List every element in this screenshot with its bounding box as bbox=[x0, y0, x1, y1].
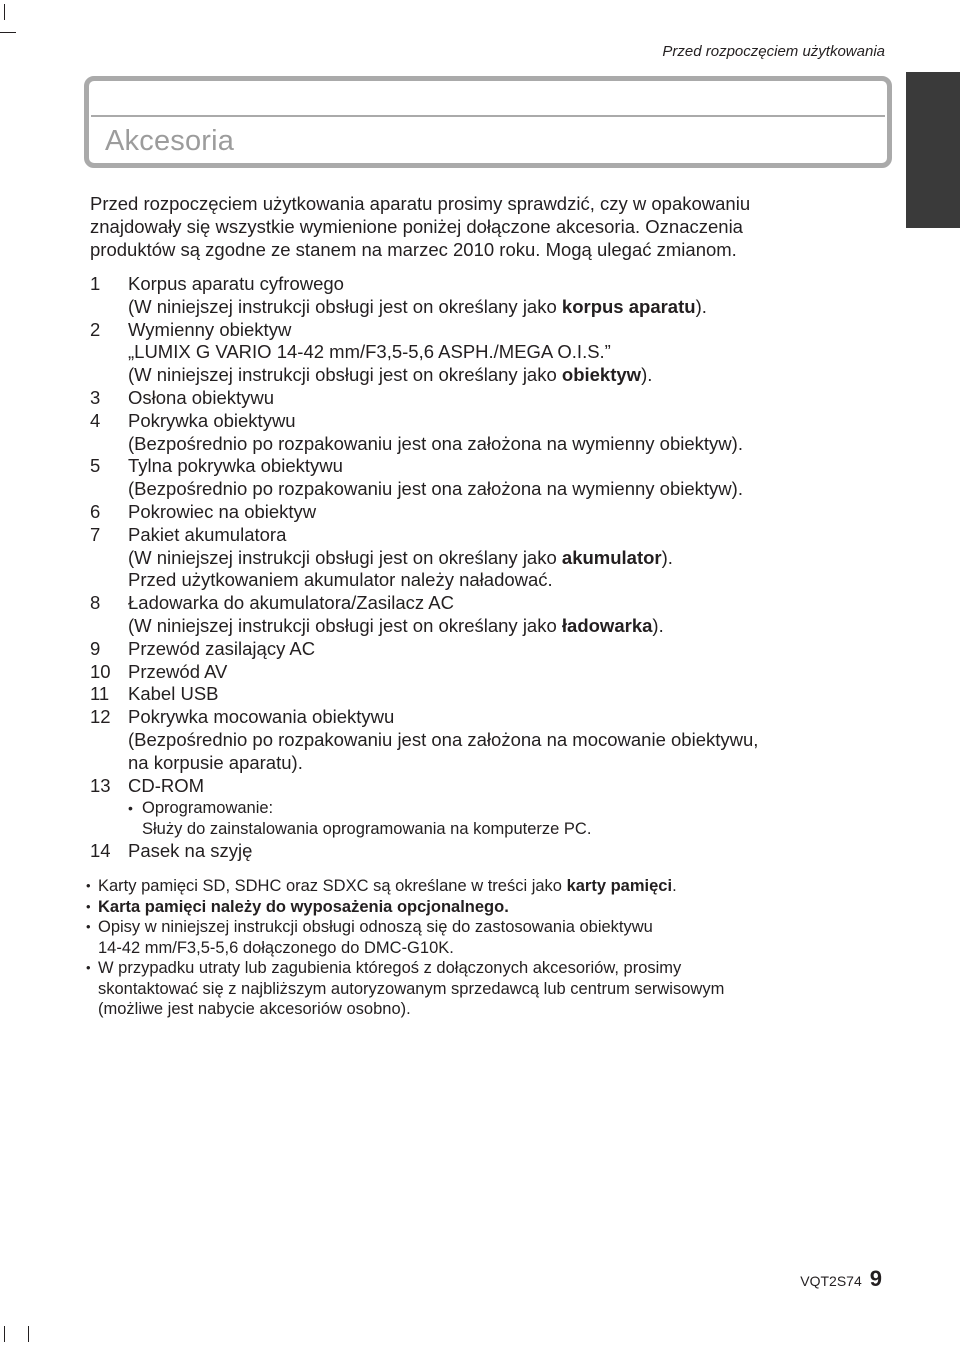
item-body bbox=[128, 524, 850, 592]
accessory-item bbox=[90, 387, 850, 410]
accessory-item bbox=[90, 410, 850, 456]
rich-line bbox=[98, 958, 724, 979]
rich-line bbox=[98, 897, 509, 918]
text-run: (W niniejszej instrukcji obsługi jest on określany jako bbox=[128, 546, 562, 568]
note-item bbox=[86, 876, 866, 897]
page-title: Akcesoria bbox=[105, 125, 235, 157]
bullet-icon: • bbox=[86, 960, 91, 975]
chapter-tab bbox=[906, 72, 960, 228]
text-run: Karty pamięci SD, SDHC oraz SDXC są określane w treści jako bbox=[98, 877, 567, 895]
note-body bbox=[98, 958, 724, 1020]
item-line: Pasek na szyję bbox=[128, 840, 253, 862]
bold-term: akumulator bbox=[561, 546, 662, 568]
crop-mark-bottom-left bbox=[4, 1326, 5, 1342]
item-number: 6 bbox=[90, 500, 101, 522]
item-number: 2 bbox=[90, 318, 101, 340]
text-run: . bbox=[672, 877, 677, 895]
note-body bbox=[98, 876, 677, 897]
bold-term: korpus aparatu bbox=[561, 295, 696, 317]
text-run: ). bbox=[695, 295, 707, 317]
note-item bbox=[86, 917, 866, 958]
item-line: CD-ROM bbox=[128, 774, 205, 796]
rich-line bbox=[98, 938, 653, 959]
accessory-item bbox=[90, 455, 850, 501]
item-body bbox=[128, 840, 850, 863]
bold-term: ładowarka bbox=[561, 614, 653, 636]
bold-term: obiektyw bbox=[561, 364, 642, 386]
item-body bbox=[128, 501, 850, 524]
subbullet-line: Służy do zainstalowania oprogramowania na komputerze PC. bbox=[142, 820, 592, 839]
bullet-icon: • bbox=[86, 878, 91, 893]
item-number: 10 bbox=[90, 660, 111, 682]
title-divider bbox=[91, 115, 885, 117]
item-line: (Bezpośrednio po rozpakowaniu jest ona założona na wymienny obiektyw). bbox=[128, 478, 743, 500]
item-line: Ładowarka do akumulatora/Zasilacz AC bbox=[128, 592, 454, 614]
accessory-item bbox=[90, 775, 850, 841]
item-number: 3 bbox=[90, 386, 101, 408]
item-line: Osłona obiektywu bbox=[128, 386, 275, 408]
item-line: „LUMIX G VARIO 14-42 mm/F3,5-5,6 ASPH./MEGA O.I.S.” bbox=[128, 341, 611, 363]
text-run: (W niniejszej instrukcji obsługi jest on określany jako bbox=[128, 614, 562, 636]
rich-line bbox=[128, 364, 850, 387]
item-line: Pakiet akumulatora bbox=[128, 523, 287, 545]
accessory-item bbox=[90, 524, 850, 592]
rich-line bbox=[98, 999, 724, 1020]
accessory-item bbox=[90, 592, 850, 638]
text-run: (W niniejszej instrukcji obsługi jest on określany jako bbox=[128, 364, 562, 386]
rich-line bbox=[128, 296, 850, 319]
item-body bbox=[128, 387, 850, 410]
item-number: 8 bbox=[90, 592, 101, 614]
item-line: Przewód AV bbox=[128, 660, 228, 682]
item-number: 14 bbox=[90, 840, 111, 862]
accessory-list bbox=[90, 273, 850, 863]
item-line: Korpus aparatu cyfrowego bbox=[128, 273, 344, 294]
accessory-item bbox=[90, 501, 850, 524]
running-header: Przed rozpoczęciem użytkowania bbox=[662, 43, 885, 60]
accessory-item bbox=[90, 273, 850, 319]
subbullet-line: Oprogramowanie: bbox=[142, 799, 274, 818]
accessory-item bbox=[90, 319, 850, 387]
item-line: Tylna pokrywka obiektywu bbox=[128, 455, 343, 477]
model-code: VQT2S74 bbox=[800, 1273, 862, 1289]
item-body bbox=[128, 319, 850, 387]
intro-line: znajdowały się wszystkie wymienione poniżej dołączone akcesoria. Oznaczenia bbox=[90, 216, 743, 237]
bold-term: karty pamięci bbox=[566, 877, 673, 895]
item-number: 9 bbox=[90, 637, 101, 659]
bold-term: Karta pamięci należy do wyposażenia opcjonalnego. bbox=[98, 897, 509, 916]
note-item bbox=[86, 897, 866, 918]
text-run: skontaktować się z najbliższym autoryzowanym sprzedawcą lub centrum serwisowym bbox=[98, 979, 725, 998]
crop-mark-bottom-left-2 bbox=[28, 1326, 29, 1342]
text-run: ). bbox=[641, 364, 653, 386]
rich-line bbox=[128, 547, 850, 570]
text-run: ). bbox=[652, 614, 664, 636]
item-note: Przed użytkowaniem akumulator należy naładować. bbox=[128, 569, 553, 591]
item-line: (Bezpośrednio po rozpakowaniu jest ona założona na wymienny obiektyw). bbox=[128, 432, 743, 454]
text-run: 14-42 mm/F3,5-5,6 dołączonego do DMC-G10K. bbox=[98, 938, 454, 957]
item-number: 4 bbox=[90, 409, 101, 431]
item-body bbox=[128, 273, 850, 319]
accessory-item bbox=[90, 638, 850, 661]
intro-line: produktów są zgodne ze stanem na marzec 2010 roku. Mogą ulegać zmianom. bbox=[90, 239, 737, 260]
item-body bbox=[128, 455, 850, 501]
item-line: Przewód zasilający AC bbox=[128, 637, 316, 659]
page-number: 9 bbox=[869, 1266, 882, 1291]
accessory-item bbox=[90, 683, 850, 706]
note-body bbox=[98, 897, 509, 918]
rich-line bbox=[128, 615, 850, 638]
item-line: Pokrowiec na obiektyw bbox=[128, 500, 317, 522]
item-number: 11 bbox=[90, 683, 110, 705]
note-body bbox=[98, 917, 653, 958]
item-line: na korpusie aparatu). bbox=[128, 751, 303, 773]
intro-paragraph bbox=[90, 192, 850, 261]
note-item bbox=[86, 958, 866, 1020]
item-line: Wymienny obiektyw bbox=[128, 318, 292, 340]
rich-line bbox=[98, 979, 724, 1000]
page-footer bbox=[800, 1266, 882, 1292]
bullet-icon: • bbox=[86, 919, 91, 934]
item-number: 12 bbox=[90, 706, 111, 728]
item-subbullet bbox=[128, 798, 850, 840]
notes-list bbox=[86, 876, 866, 1020]
item-body bbox=[128, 410, 850, 456]
title-box bbox=[84, 76, 892, 168]
item-number: 1 bbox=[90, 273, 101, 294]
crop-mark-top-left-h bbox=[0, 32, 16, 33]
text-run: ). bbox=[661, 546, 673, 568]
item-number: 13 bbox=[90, 774, 111, 796]
item-body bbox=[128, 775, 850, 841]
accessory-item bbox=[90, 840, 850, 863]
bullet-icon: • bbox=[86, 898, 91, 914]
item-line: Kabel USB bbox=[128, 683, 219, 705]
item-line: Pokrywka obiektywu bbox=[128, 409, 296, 431]
item-body bbox=[128, 661, 850, 684]
text-run: Opisy w niniejszej instrukcji obsługi odnoszą się do zastosowania obiektywu bbox=[98, 918, 653, 936]
item-body bbox=[128, 592, 850, 638]
text-run: W przypadku utraty lub zagubienia któregoś z dołączonych akcesoriów, prosimy bbox=[98, 959, 682, 977]
intro-line: Przed rozpoczęciem użytkowania aparatu prosimy sprawdzić, czy w opakowaniu bbox=[90, 193, 751, 214]
item-line: Pokrywka mocowania obiektywu bbox=[128, 706, 395, 728]
item-body bbox=[128, 683, 850, 706]
text-run: (możliwe jest nabycie akcesoriów osobno). bbox=[98, 1000, 411, 1018]
crop-mark-top-left bbox=[4, 4, 5, 20]
bullet-icon: • bbox=[128, 800, 133, 817]
item-number: 7 bbox=[90, 523, 101, 545]
rich-line bbox=[98, 917, 653, 938]
subbullet-body bbox=[142, 798, 591, 840]
accessory-item bbox=[90, 706, 850, 774]
item-line: (Bezpośrednio po rozpakowaniu jest ona założona na mocowanie obiektywu, bbox=[128, 728, 759, 750]
item-body bbox=[128, 638, 850, 661]
accessory-item bbox=[90, 661, 850, 684]
text-run: (W niniejszej instrukcji obsługi jest on określany jako bbox=[128, 295, 562, 317]
rich-line bbox=[98, 876, 677, 897]
item-number: 5 bbox=[90, 455, 101, 477]
item-body bbox=[128, 706, 850, 774]
